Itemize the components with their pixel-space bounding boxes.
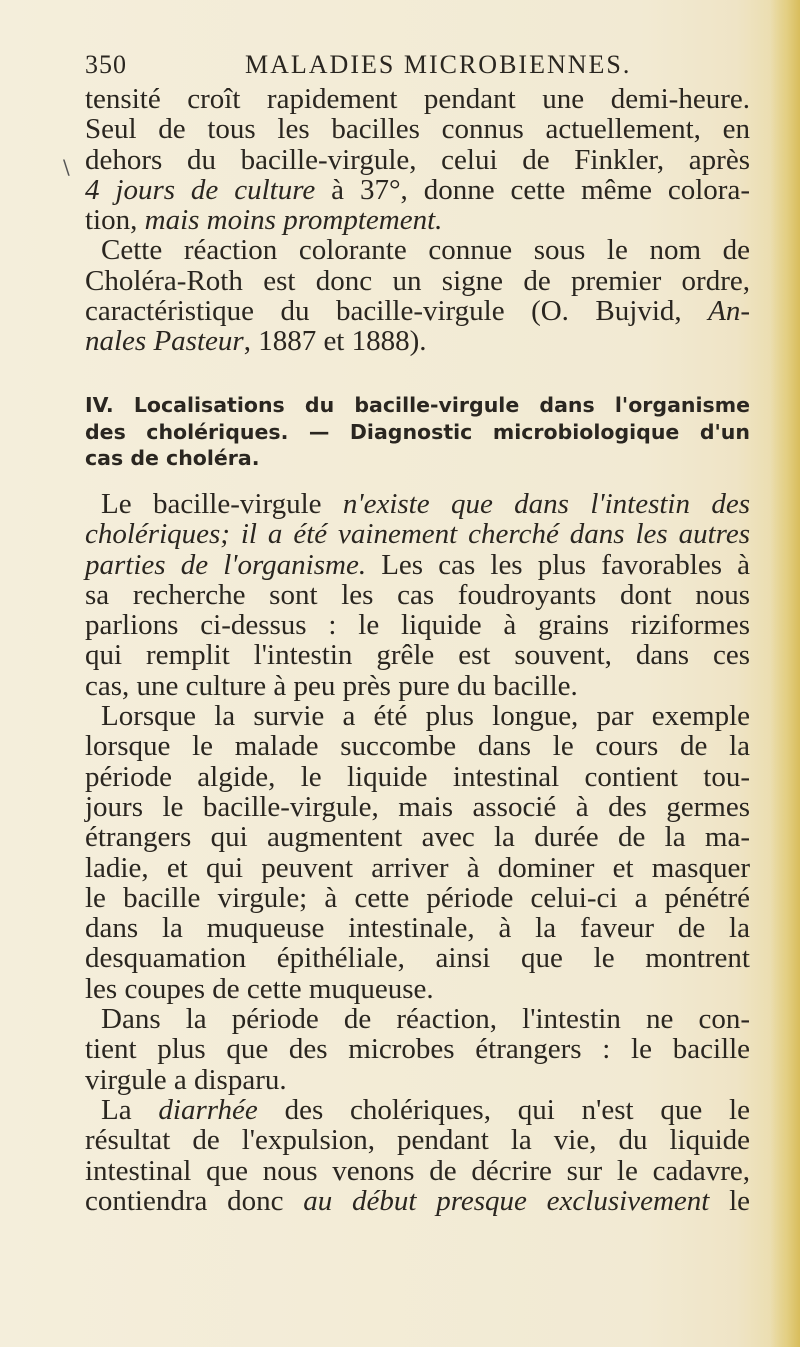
text-run: Les cas les plus favorables à (366, 548, 750, 581)
text-line: sa recherche sont les cas foudroyants dont nous (85, 578, 750, 611)
text-run: Le bacille-virgule (101, 488, 343, 520)
text-run: tion, (85, 204, 145, 237)
text-run: le (709, 1184, 750, 1217)
text-line: dehors du bacille-virgule, celui de Finkler, après (85, 143, 750, 176)
text-line (85, 519, 750, 549)
italic-text: parties de l'organisme. (85, 548, 367, 581)
text-line: jours le bacille-virgule, mais associé à des germes (85, 790, 750, 823)
text-line: résultat de l'expulsion, pendant la vie, du liquide (85, 1124, 750, 1157)
text-line (85, 175, 750, 205)
text-run: , 1887 et 1888). (243, 325, 427, 358)
section-heading (85, 392, 750, 472)
text-run: contiendra donc (85, 1184, 304, 1217)
text-line: parlions ci-dessus : le liquide à grains riziformes (85, 609, 750, 642)
text-line: Dans la période de réaction, l'intestin ne con- (101, 1003, 750, 1036)
text-line: le bacille virgule; à cette période celui-ci a pénétré (85, 881, 750, 914)
italic-text: cholériques; il a été vainement cherché dans les autres (85, 518, 750, 551)
italic-text: An- (708, 295, 750, 328)
text-line (85, 550, 750, 580)
text-line: étrangers qui augmentent avec la durée de la ma- (85, 821, 750, 854)
text-run: caractéristique du bacille-virgule (O. Bujvid, (85, 295, 709, 328)
text-line: Lorsque la survie a été plus longue, par exemple (101, 700, 750, 733)
text-line (85, 1095, 750, 1125)
chapter-title: MALADIES MICROBIENNES. (245, 50, 632, 79)
section-heading-line: des cholériques. — Diagnostic microbiologique d'un (85, 419, 750, 444)
italic-text: au début presque exclusivement (303, 1184, 710, 1217)
text-line: période algide, le liquide intestinal contient tou- (85, 760, 750, 793)
text-line (85, 296, 750, 326)
text-line: les coupes de cette muqueuse. (85, 972, 434, 1005)
text-line: lorsque le malade succombe dans le cours de la (85, 730, 750, 763)
page-number: 350 (85, 50, 127, 79)
text-line: Seul de tous les bacilles connus actuellement, en (85, 113, 750, 146)
italic-text: n'existe que dans l'intestin des (342, 488, 750, 520)
paragraph-block-2 (85, 489, 750, 1216)
italic-text: mais moins promptement. (144, 204, 443, 237)
text-line (85, 326, 750, 356)
italic-text: 4 jours de culture (85, 173, 316, 206)
text-line: Choléra-Roth est donc un signe de premier ordre, (85, 264, 750, 297)
text-line: intestinal que nous venons de décrire sur le cadavre, (85, 1154, 750, 1187)
text-line: cas, une culture à peu près pure du bacille. (85, 669, 578, 702)
margin-mark: \ (63, 155, 70, 179)
text-line: dans la muqueuse intestinale, à la faveur de la (85, 912, 750, 945)
text-run: des cholériques, qui n'est que le (257, 1093, 750, 1126)
paragraph-block-1 (85, 84, 750, 357)
text-line (85, 489, 750, 519)
section-heading-line: cas de choléra. (85, 446, 260, 470)
page-edge-stain (770, 0, 800, 1347)
text-line: desquamation épithéliale, ainsi que le montrent (85, 942, 750, 975)
text-line: virgule a disparu. (85, 1063, 287, 1096)
text-run: à 37°, donne cette même colora- (315, 173, 750, 206)
text-line: tensité croît rapidement pendant une demi-heure. (85, 83, 750, 115)
section-heading-line: IV. Localisations du bacille-virgule dans l'organisme (85, 393, 750, 417)
italic-text: diarrhée (158, 1093, 258, 1126)
text-line: qui remplit l'intestin grêle est souvent, dans ces (85, 639, 750, 672)
text-line: tient plus que des microbes étrangers : le bacille (85, 1033, 750, 1066)
text-line: ladie, et qui peuvent arriver à dominer et masquer (85, 851, 750, 884)
text-run: La (101, 1093, 159, 1126)
text-line (85, 205, 750, 235)
italic-text: nales Pasteur (85, 325, 244, 358)
text-line: Cette réaction colorante connue sous le nom de (101, 234, 750, 267)
text-line (85, 1186, 750, 1216)
